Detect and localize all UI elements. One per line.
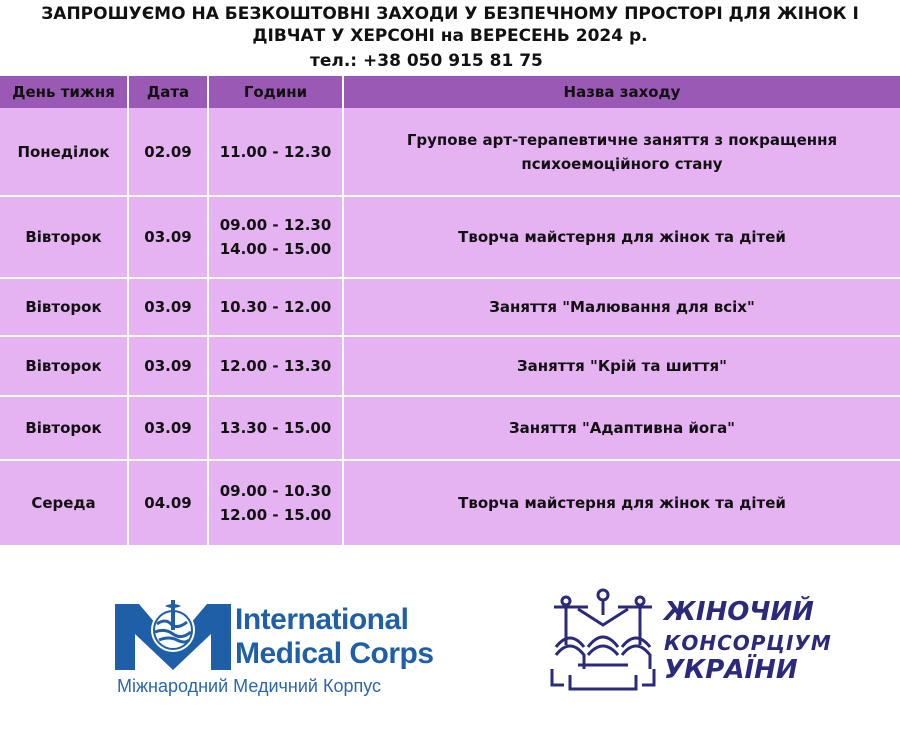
event-line: психоемоційного стану — [521, 154, 723, 173]
cell-day: Вівторок — [0, 396, 128, 460]
table-row — [0, 108, 900, 196]
column-header-day: День тижня — [0, 76, 128, 108]
time-range: 13.30 - 15.00 — [219, 419, 332, 437]
phone-number: тел.: +38 050 915 81 75 — [310, 51, 543, 71]
cell-day: Вівторок — [0, 336, 128, 396]
imc-emblem-icon — [113, 600, 233, 672]
cell-day: Понеділок — [0, 108, 128, 196]
event-line: Заняття "Адаптивна йога" — [508, 419, 736, 437]
column-header-event: Назва заходу — [343, 76, 900, 108]
cell-day: Середа — [0, 460, 128, 546]
cell-date: 03.09 — [128, 336, 208, 396]
womens-consortium-emblem-icon — [548, 585, 658, 697]
cell-hours — [208, 278, 343, 336]
womens-consortium-logo — [548, 585, 848, 700]
event-line: Заняття "Малювання для всіх" — [489, 298, 755, 316]
cell-day: Вівторок — [0, 278, 128, 336]
cell-event — [343, 336, 900, 396]
imc-logo — [113, 600, 453, 700]
wc-name-line-3: УКРАЇНИ — [664, 655, 798, 685]
cell-event — [343, 396, 900, 460]
table-row — [0, 278, 900, 336]
cell-hours — [208, 108, 343, 196]
time-range: 11.00 - 12.30 — [219, 142, 332, 161]
title-line-1: ЗАПРОШУЄМО НА БЕЗКОШТОВНІ ЗАХОДИ У БЕЗПЕЧНОМУ ПРОСТОРІ ДЛЯ ЖІНОК І — [41, 4, 859, 24]
event-line: Творча майстерня для жінок та дітей — [458, 494, 786, 512]
column-header-hours: Години — [208, 76, 343, 108]
time-range: 09.00 - 12.30 — [219, 216, 332, 234]
cell-hours — [208, 460, 343, 546]
table-row — [0, 460, 900, 546]
column-header-date: Дата — [128, 76, 208, 108]
cell-date: 02.09 — [128, 108, 208, 196]
cell-hours — [208, 336, 343, 396]
event-line: Творча майстерня для жінок та дітей — [458, 228, 786, 246]
cell-date: 03.09 — [128, 396, 208, 460]
cell-day: Вівторок — [0, 196, 128, 278]
imc-name-line-2: Medical Corps — [235, 637, 434, 670]
time-range: 09.00 - 10.30 — [219, 482, 332, 500]
table-row — [0, 196, 900, 278]
time-range: 14.00 - 15.00 — [219, 240, 332, 258]
title-line-2: ДІВЧАТ У ХЕРСОНІ на ВЕРЕСЕНЬ 2024 р. — [252, 26, 648, 46]
time-range: 10.30 - 12.00 — [219, 298, 332, 316]
cell-hours — [208, 396, 343, 460]
table-row — [0, 396, 900, 460]
cell-event — [343, 108, 900, 196]
cell-event — [343, 278, 900, 336]
table-row — [0, 336, 900, 396]
imc-subtitle: Міжнародний Медичний Корпус — [117, 676, 382, 696]
cell-event — [343, 460, 900, 546]
cell-event — [343, 196, 900, 278]
event-line: Заняття "Крій та шиття" — [516, 357, 727, 375]
wc-name-line-1: ЖІНОЧИЙ — [664, 597, 814, 627]
cell-hours — [208, 196, 343, 278]
wc-name-line-2: КОНСОРЦІУМ — [664, 631, 832, 655]
cell-date: 04.09 — [128, 460, 208, 546]
table-header-row — [0, 76, 900, 108]
event-line: Групове арт-терапевтичне заняття з покращення — [406, 130, 838, 149]
imc-name-line-1: International — [235, 603, 409, 636]
schedule-table — [0, 76, 900, 547]
cell-date: 03.09 — [128, 278, 208, 336]
time-range: 12.00 - 15.00 — [219, 506, 332, 524]
cell-date: 03.09 — [128, 196, 208, 278]
time-range: 12.00 - 13.30 — [219, 357, 332, 375]
